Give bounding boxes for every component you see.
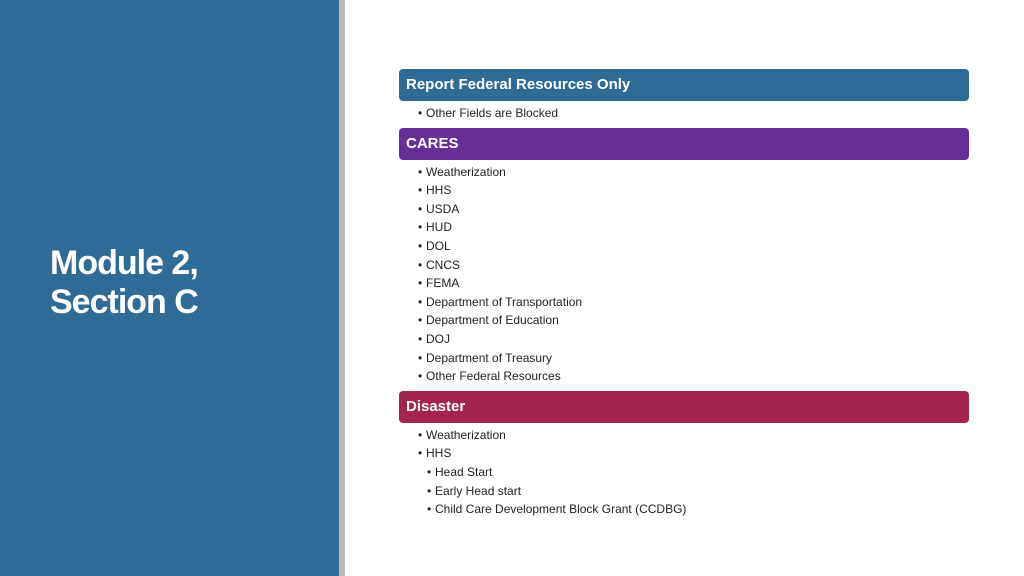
list-item: • DOL: [418, 237, 969, 256]
sub-list-item: • Child Care Development Block Grant (CCDBG): [427, 500, 969, 519]
list-item: • DOJ: [418, 330, 969, 349]
list-item: • Department of Education: [418, 311, 969, 330]
content-area: [399, 69, 969, 524]
panel-divider: [339, 0, 345, 576]
list-item: • HHS: [418, 181, 969, 200]
list-item: • Other Fields are Blocked: [418, 104, 969, 123]
disaster-header: Disaster: [399, 391, 969, 423]
report-federal-resources-list: [399, 101, 969, 128]
sub-list-item: • Early Head start: [427, 482, 969, 501]
list-item: • FEMA: [418, 274, 969, 293]
list-item: • USDA: [418, 200, 969, 219]
list-item: • Weatherization: [418, 426, 969, 445]
disaster-list: [399, 423, 969, 524]
list-item: • Department of Transportation: [418, 293, 969, 312]
report-federal-resources-header: Report Federal Resources Only: [399, 69, 969, 101]
list-item: • Other Federal Resources: [418, 367, 969, 386]
list-item: • HUD: [418, 218, 969, 237]
cares-header: CARES: [399, 128, 969, 160]
cares-list: [399, 160, 969, 391]
slide-title-line-1: Module 2,: [50, 244, 198, 282]
list-item: • Department of Treasury: [418, 349, 969, 368]
list-item: • HHS: [418, 444, 969, 463]
list-item: • Weatherization: [418, 163, 969, 182]
list-item: • CNCS: [418, 256, 969, 275]
sub-list-item: • Head Start: [427, 463, 969, 482]
slide-title-line-2: Section C: [50, 283, 198, 321]
slide-title: [50, 244, 198, 322]
